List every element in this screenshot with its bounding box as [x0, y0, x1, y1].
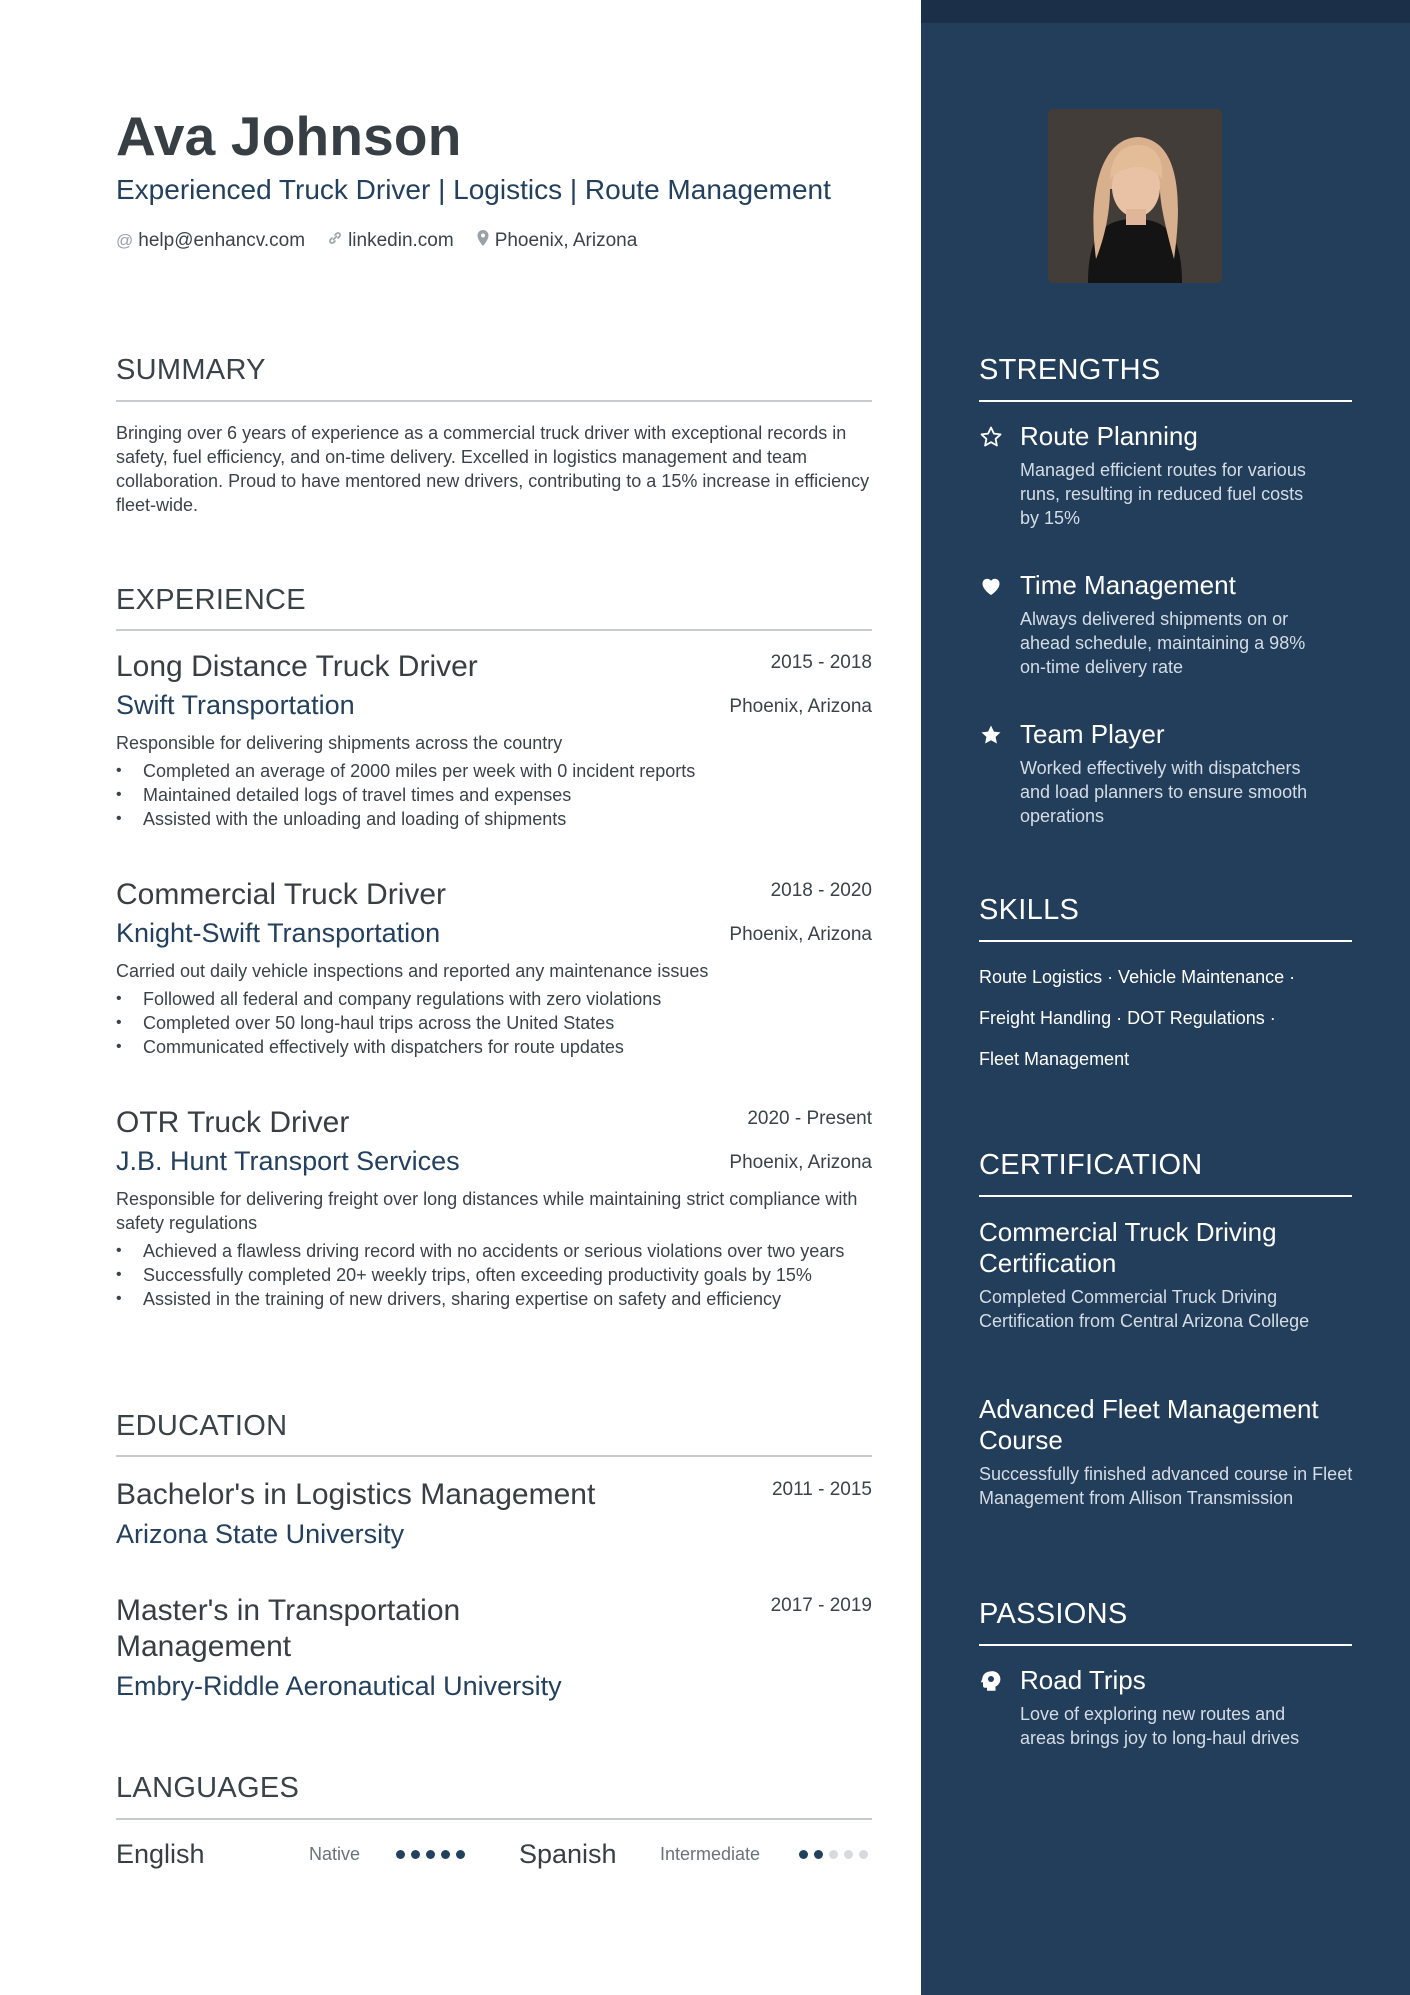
linkedin-text: linkedin.com [348, 229, 454, 251]
star-outline-icon [979, 425, 1003, 449]
job-bullets [116, 987, 872, 1059]
candidate-name: Ava Johnson [116, 105, 462, 167]
skills-heading: SKILLS [979, 894, 1080, 926]
job-location: Phoenix, Arizona [729, 924, 872, 945]
job-description: Responsible for delivering freight over long distances while maintaining strict compliance with safety regulations [116, 1189, 858, 1233]
head-brain-icon [979, 1669, 1003, 1693]
certification-description: Completed Commercial Truck Driving Certification from Central Arizona College [979, 1287, 1310, 1331]
language-name: Spanish [519, 1839, 617, 1869]
link-icon [327, 230, 343, 251]
skills-divider [979, 940, 1352, 942]
job-company: J.B. Hunt Transport Services [116, 1146, 460, 1176]
job-bullet: • Completed over 50 long-haul trips across the United States [116, 1011, 872, 1035]
rating-dot [411, 1850, 420, 1859]
passion-title: Road Trips [1020, 1665, 1146, 1695]
job-bullet: • Achieved a flawless driving record with no accidents or serious violations over two years [116, 1239, 872, 1263]
job-title: Commercial Truck Driver [116, 878, 447, 911]
rating-dot [396, 1850, 405, 1859]
strength-item [979, 421, 1359, 530]
contact-email[interactable] [116, 229, 305, 252]
strength-item [979, 570, 1359, 679]
languages-row [116, 1839, 872, 1873]
certification-item [979, 1217, 1354, 1333]
education-dates: 2011 - 2015 [771, 1479, 872, 1500]
passions-heading: PASSIONS [979, 1598, 1128, 1630]
job-description: Carried out daily vehicle inspections and reported any maintenance issues [116, 961, 709, 981]
strength-title: Route Planning [1020, 421, 1198, 451]
skills-line: Fleet Management [979, 1049, 1130, 1069]
certification-divider [979, 1195, 1352, 1197]
school-name: Embry-Riddle Aeronautical University [116, 1671, 562, 1701]
job-location: Phoenix, Arizona [729, 1152, 872, 1173]
job-location: Phoenix, Arizona [729, 696, 872, 717]
education-entry [116, 1477, 872, 1550]
strength-item [979, 719, 1359, 828]
job-company: Knight-Swift Transportation [116, 918, 441, 948]
email-text: help@enhancv.com [138, 229, 306, 251]
profile-photo [1048, 109, 1222, 283]
contact-location [476, 229, 638, 252]
job-bullets [116, 1239, 872, 1311]
skills-line: Freight Handling · DOT Regulations · [979, 1008, 1276, 1028]
job-description: Responsible for delivering shipments across the country [116, 733, 563, 753]
rating-dot [844, 1850, 853, 1859]
school-name: Arizona State University [116, 1519, 405, 1549]
language-rating [799, 1850, 868, 1859]
strengths-divider [979, 400, 1352, 402]
strength-title: Time Management [1020, 570, 1236, 600]
skills-list [979, 957, 1359, 1080]
job-title: Long Distance Truck Driver [116, 650, 478, 683]
passion-description: Love of exploring new routes and areas brings joy to long-haul drives [1020, 1704, 1300, 1748]
education-entry [116, 1593, 872, 1702]
location-pin-icon [476, 229, 490, 252]
experience-divider [116, 629, 872, 631]
languages-divider [116, 1818, 872, 1820]
contact-linkedin[interactable] [327, 229, 454, 252]
languages-heading: LANGUAGES [116, 1772, 300, 1804]
star-filled-icon [979, 723, 1003, 747]
job-entry [116, 1106, 872, 1311]
summary-text: Bringing over 6 years of experience as a commercial truck driver with exceptional records in safety, fuel efficiency, and on-time delivery. Excelled in logistics management and team collaboration. Proud to have mentored new drivers, contributing to a 15% increase in efficiency fleet-wide. [116, 423, 870, 515]
job-entry [116, 878, 872, 1059]
job-bullet: • Assisted with the unloading and loading of shipments [116, 807, 872, 831]
summary-heading: SUMMARY [116, 354, 266, 386]
certification-item [979, 1394, 1354, 1510]
rating-dot [456, 1850, 465, 1859]
education-dates: 2017 - 2019 [770, 1595, 872, 1616]
experience-heading: EXPERIENCE [116, 584, 306, 616]
job-bullet: • Successfully completed 20+ weekly trips, often exceeding productivity goals by 15% [116, 1263, 872, 1287]
job-bullet: • Maintained detailed logs of travel times and expenses [116, 783, 872, 807]
passions-divider [979, 1644, 1352, 1646]
strength-description: Worked effectively with dispatchers and load planners to ensure smooth operations [1020, 758, 1308, 826]
candidate-headline: Experienced Truck Driver | Logistics | Route Management [116, 174, 831, 205]
certification-title: Commercial Truck Driving Certification [979, 1217, 1277, 1278]
certification-description: Successfully finished advanced course in Fleet Management from Allison Transmission [979, 1464, 1353, 1508]
job-entry [116, 650, 872, 831]
language-rating [396, 1850, 465, 1859]
strength-description: Always delivered shipments on or ahead schedule, maintaining a 98% on-time delivery rate [1020, 609, 1306, 677]
job-title: OTR Truck Driver [116, 1106, 350, 1139]
degree-title: Master's in Transportation Management [116, 1594, 461, 1663]
job-dates: 2015 - 2018 [770, 652, 872, 673]
language-level: Native [309, 1844, 361, 1864]
strengths-heading: STRENGTHS [979, 354, 1161, 386]
language-name: English [116, 1839, 205, 1869]
location-text: Phoenix, Arizona [494, 229, 638, 251]
job-bullet: • Completed an average of 2000 miles per week with 0 incident reports [116, 759, 872, 783]
job-bullet: • Assisted in the training of new drivers, sharing expertise on safety and efficiency [116, 1287, 872, 1311]
education-heading: EDUCATION [116, 1410, 288, 1442]
job-bullet: • Followed all federal and company regulations with zero violations [116, 987, 872, 1011]
education-divider [116, 1455, 872, 1457]
at-sign-icon: @ [116, 230, 134, 250]
rating-dot [426, 1850, 435, 1859]
job-dates: 2020 - Present [747, 1108, 872, 1129]
rating-dot [829, 1850, 838, 1859]
degree-title: Bachelor's in Logistics Management [116, 1478, 596, 1511]
rating-dot [814, 1850, 823, 1859]
contact-row [116, 229, 637, 252]
sidebar-top-band [921, 0, 1410, 23]
strength-title: Team Player [1020, 719, 1165, 749]
strength-description: Managed efficient routes for various runs, resulting in reduced fuel costs by 15% [1020, 460, 1306, 528]
skills-line: Route Logistics · Vehicle Maintenance · [979, 967, 1296, 987]
job-company: Swift Transportation [116, 690, 355, 720]
passion-item [979, 1665, 1359, 1750]
job-dates: 2018 - 2020 [770, 880, 872, 901]
job-bullets [116, 759, 872, 831]
summary-divider [116, 400, 872, 402]
sidebar [921, 0, 1410, 1995]
rating-dot [441, 1850, 450, 1859]
language-level: Intermediate [660, 1844, 761, 1864]
rating-dot [799, 1850, 808, 1859]
certification-title: Advanced Fleet Management Course [979, 1394, 1319, 1455]
certification-heading: CERTIFICATION [979, 1149, 1203, 1181]
heart-icon [979, 574, 1003, 598]
rating-dot [859, 1850, 868, 1859]
job-bullet: • Communicated effectively with dispatchers for route updates [116, 1035, 872, 1059]
